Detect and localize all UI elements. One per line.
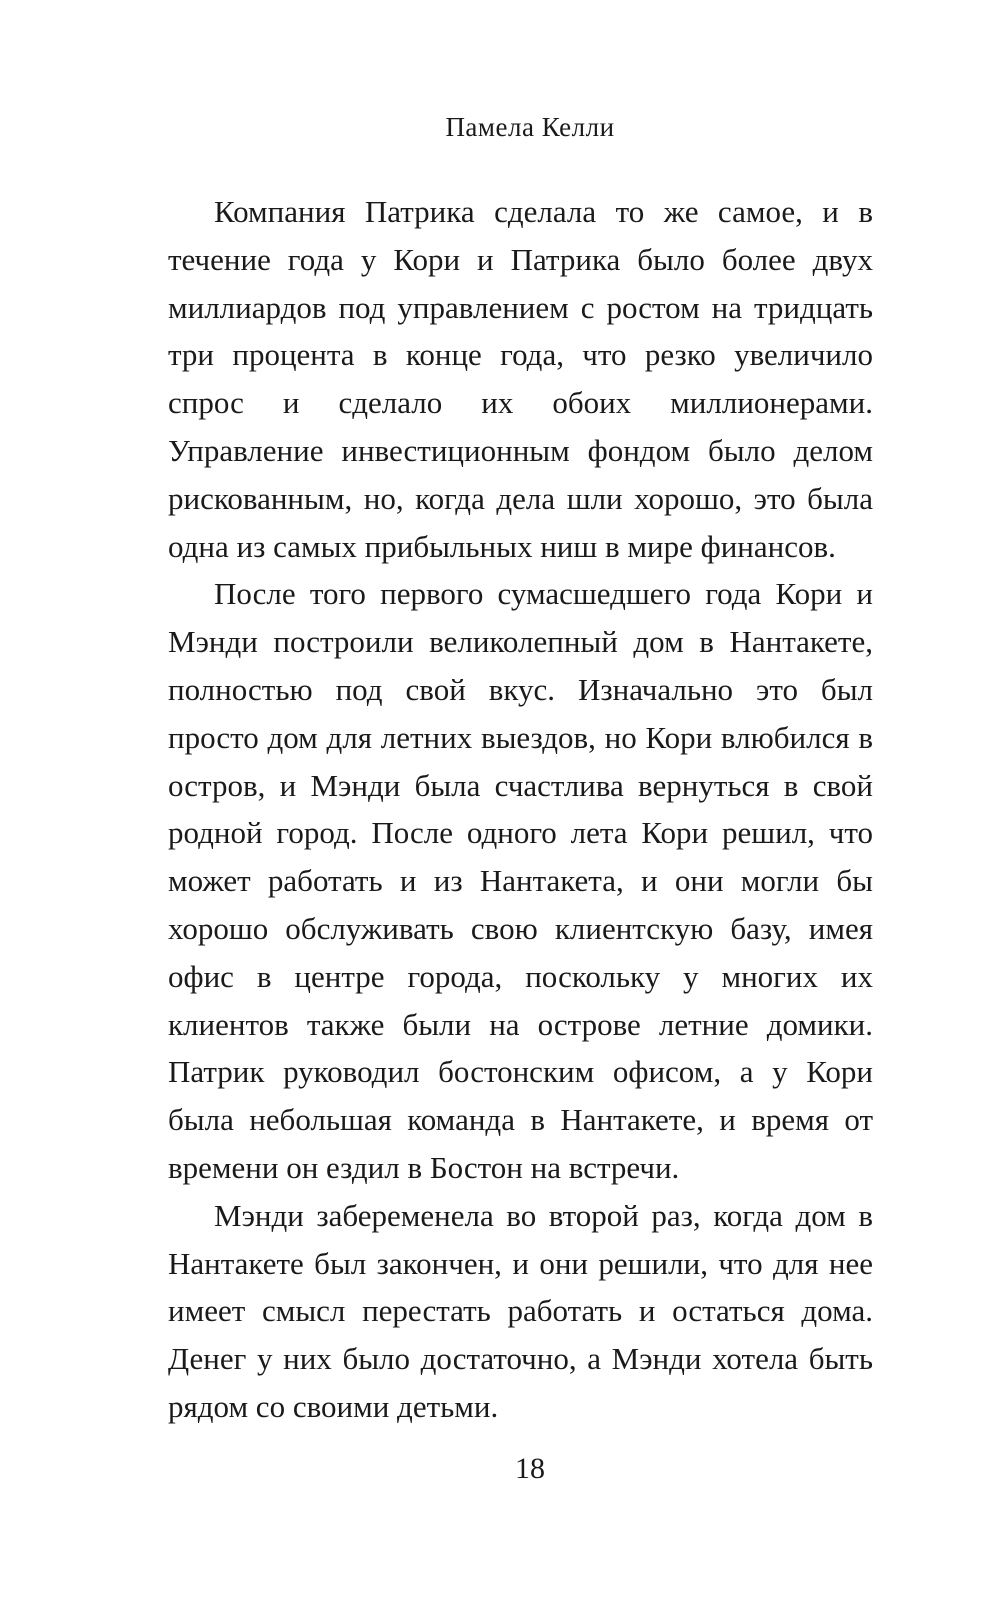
page-number: 18 [515, 1452, 545, 1485]
paragraph-1: Компания Патрика сделала то же самое, и в течение года у Кори и Патрика было более двух миллиардов под управлением с ростом на тридцать три процента в конце года, что резко увеличило спрос и сделало их обоих миллионерами. Управление инвестиционным фондом было делом рискованным, но, когда дела шли хорошо, это была одна из самых прибыльных ниш в мире финансов. [168, 194, 873, 564]
body-text [168, 188, 873, 1431]
paragraph-2: После того первого сумасшедшего года Кори и Мэнди построили великолепный дом в Нантакете, полностью под свой вкус. Изначально это был просто дом для летних выездов, но Кори влюбился в остров, и Мэнди была счастлива вернуться в свой родной город. После одного лета Кори решил, что может работать и из Нантакета, и они могли бы хорошо обслуживать свою клиентскую базу, имея офис в центре города, поскольку у многих их клиентов также были на острове летние домики. Патрик руководил бостонским офисом, а у Кори была небольшая команда в Нантакете, и время от времени он ездил в Бостон на встречи. [168, 576, 873, 1185]
running-header-author: Памела Келли [445, 112, 615, 142]
paragraph-3: Мэнди забеременела во второй раз, когда дом в Нантакете был закончен, и они решили, что для нее имеет смысл перестать работать и остаться дома. Денег у них было достаточно, а Мэнди хотела быть рядом со своими детьми. [168, 1197, 873, 1424]
